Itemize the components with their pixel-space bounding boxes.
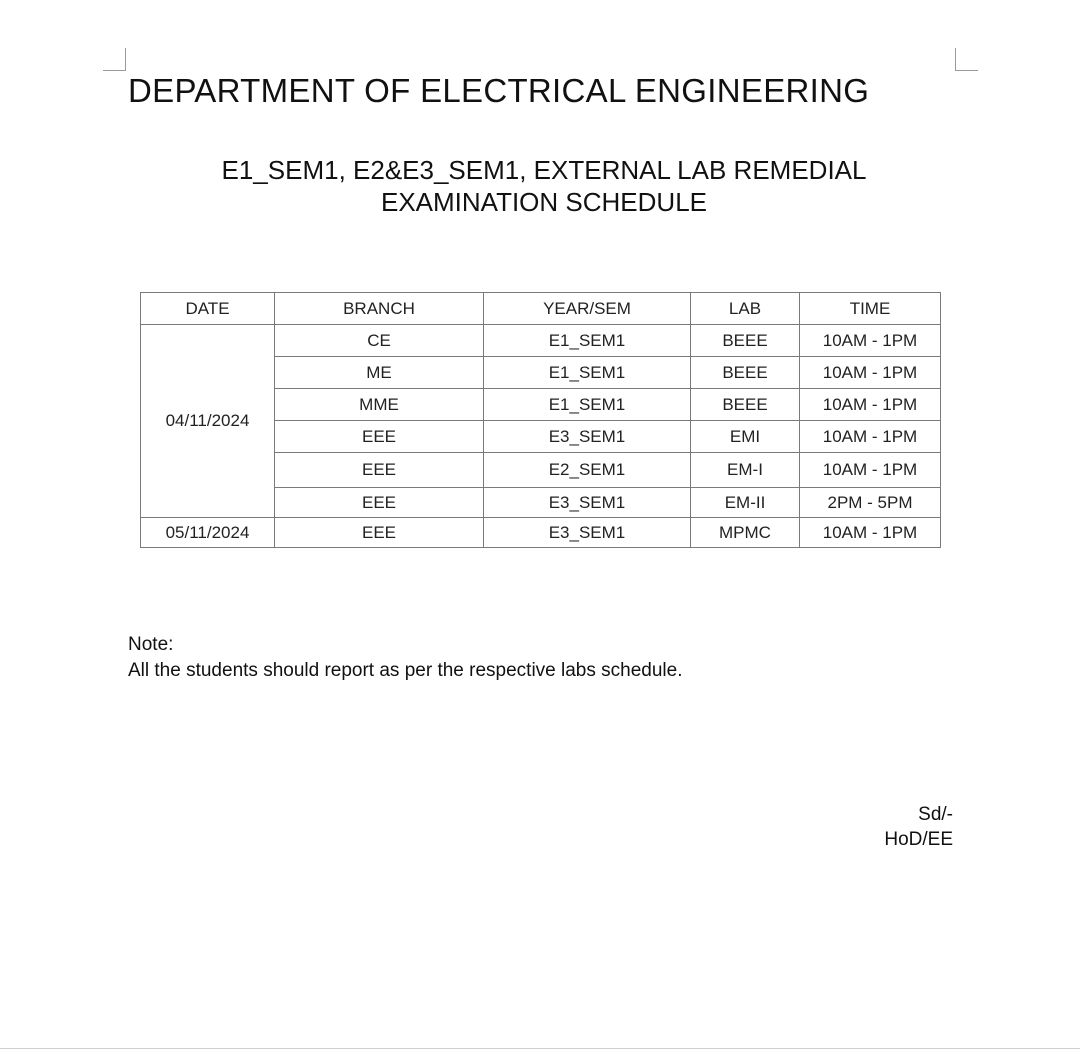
lab-cell: MPMC — [691, 518, 800, 548]
year-sem-cell: E1_SEM1 — [484, 325, 691, 357]
header-year-sem: YEAR/SEM — [484, 293, 691, 325]
page-corner-mark-top-right — [955, 48, 978, 71]
time-cell: 10AM - 1PM — [800, 518, 941, 548]
lab-cell: EMI — [691, 421, 800, 453]
schedule-title-line-1: E1_SEM1, E2&E3_SEM1, EXTERNAL LAB REMEDIAL — [221, 155, 867, 185]
table-header-row — [141, 293, 941, 325]
year-sem-cell: E2_SEM1 — [484, 453, 691, 488]
date-cell: 05/11/2024 — [141, 518, 275, 548]
branch-cell: EEE — [275, 421, 484, 453]
header-branch: BRANCH — [275, 293, 484, 325]
branch-cell: ME — [275, 357, 484, 389]
schedule-title — [0, 154, 1080, 218]
header-date: DATE — [141, 293, 275, 325]
date-cell: 04/11/2024 — [141, 325, 275, 518]
branch-cell: CE — [275, 325, 484, 357]
schedule-table — [140, 292, 941, 548]
time-cell: 10AM - 1PM — [800, 325, 941, 357]
time-cell: 10AM - 1PM — [800, 389, 941, 421]
lab-cell: EM-II — [691, 488, 800, 518]
year-sem-cell: E3_SEM1 — [484, 488, 691, 518]
time-cell: 2PM - 5PM — [800, 488, 941, 518]
signature-sd: Sd/- — [918, 804, 953, 825]
lab-cell: BEEE — [691, 389, 800, 421]
year-sem-cell: E1_SEM1 — [484, 389, 691, 421]
note-label: Note: — [128, 634, 174, 655]
page-bottom-divider — [0, 1048, 1080, 1049]
time-cell: 10AM - 1PM — [800, 421, 941, 453]
note-text: All the students should report as per the respective labs schedule. — [128, 660, 683, 681]
table-row — [141, 518, 941, 548]
department-title: DEPARTMENT OF ELECTRICAL ENGINEERING — [128, 72, 870, 109]
signature-block — [884, 802, 953, 852]
signature-designation: HoD/EE — [884, 829, 953, 850]
time-cell: 10AM - 1PM — [800, 453, 941, 488]
schedule-title-line-2: EXAMINATION SCHEDULE — [380, 187, 707, 217]
year-sem-cell: E1_SEM1 — [484, 357, 691, 389]
time-cell: 10AM - 1PM — [800, 357, 941, 389]
year-sem-cell: E3_SEM1 — [484, 518, 691, 548]
branch-cell: MME — [275, 389, 484, 421]
header-time: TIME — [800, 293, 941, 325]
branch-cell: EEE — [275, 488, 484, 518]
page-corner-mark-top-left — [103, 48, 126, 71]
year-sem-cell: E3_SEM1 — [484, 421, 691, 453]
lab-cell: EM-I — [691, 453, 800, 488]
note-block — [128, 632, 683, 684]
lab-cell: BEEE — [691, 357, 800, 389]
branch-cell: EEE — [275, 518, 484, 548]
branch-cell: EEE — [275, 453, 484, 488]
lab-cell: BEEE — [691, 325, 800, 357]
header-lab: LAB — [691, 293, 800, 325]
table-row — [141, 325, 941, 357]
